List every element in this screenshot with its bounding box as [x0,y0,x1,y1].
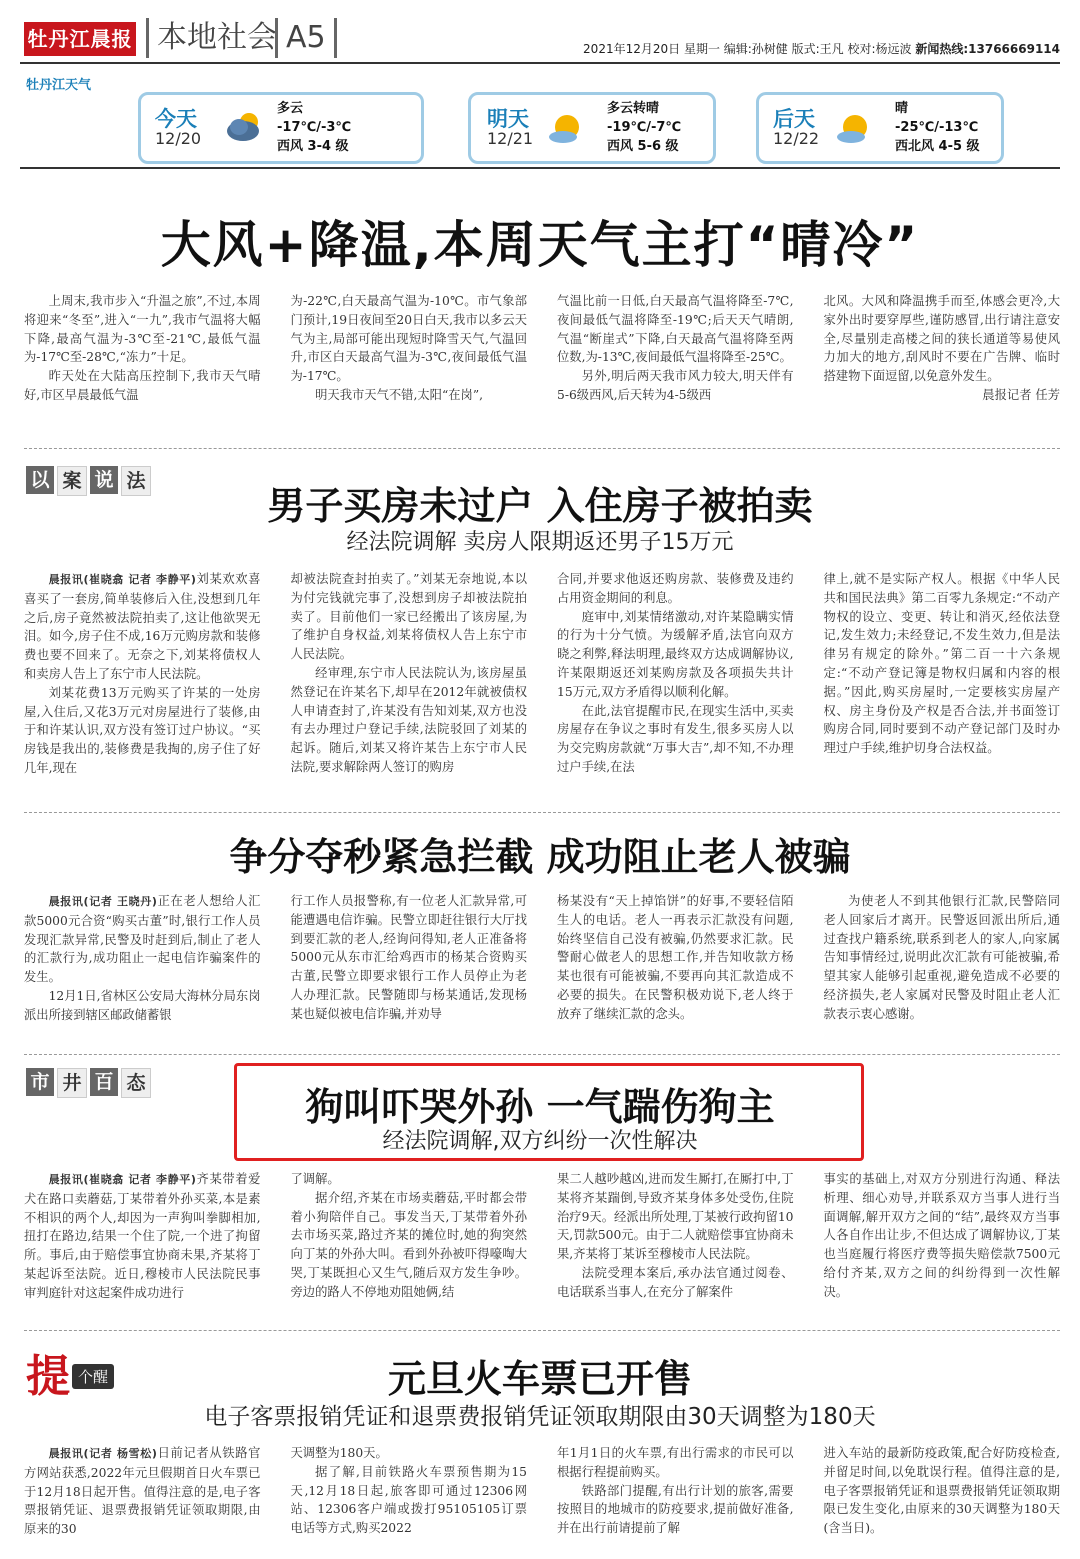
section-divider [24,812,1060,813]
weather-day: 今天 [155,107,197,131]
paragraph: 为-22℃,白天最高气温为-10℃。市气象部门预计,19日夜间至20日白天,我市以多云天气为主,局部可能出现短时降雪天气,气温回升,市区白天最高气温为-3℃,夜间最低气温为-17℃。 [290,294,527,384]
article-column [557,570,794,798]
paragraph: 年1月1日的火车票,有出行需求的市民可以根据行程提前购买。 [557,1446,794,1479]
paragraph: 北风。大风和降温携手而至,体感会更冷,大家外出时要穿厚些,谨防感冒,出行请注意安全,尽量别走高楼之间的狭长通道等易使风力加大的地方,刮风时不要在广告牌、临时搭建物下面逗留,以免意外发生。 [823,294,1060,384]
paragraph: 了调解。 [290,1172,340,1186]
paragraph: 刘某欢欢喜喜买了一套房,简单装修后入住,没想到几年之后,房子竟然被法院拍卖了,这让他欲哭无泪。如今,房子住不成,16万元购房款和装修费也要不回来了。无奈之下,刘某将债权人和卖房人告上了东宁市人民法院。 [24,572,261,681]
paragraph: 据介绍,齐某在市场卖蘑菇,平时都会带着小狗陪伴自己。事发当天,丁某带着外孙去市场买菜,路过齐某的摊位时,她的狗突然向丁某的外孙大叫。看到外孙被吓得嚎啕大哭,丁某既担心又生气,随后双方发生争吵。旁边的路人不停地劝阻她俩,结 [290,1190,527,1299]
weather-wind: 西风 3-4 级 [277,139,349,154]
issue-info [520,40,1060,57]
headline-weather: 大风+降温,本周天气主打“晴冷” [160,216,920,274]
weather-details [895,99,980,156]
weather-condition: 晴 [895,101,909,116]
article-column [824,1170,1061,1320]
paragraph: 为使老人不到其他银行汇款,民警陪同老人回家后才离开。民警返回派出所后,通过查找户籍系统,联系到老人的家人,向家属告知事情经过,说明此次汇款有可能被骗,希望其家人能够引起重视,避免造成不必要的经济损失,老人家属对民警及时阻止老人汇款表示衷心感谢。 [823,894,1060,1021]
article-column [824,892,1061,1044]
section-divider [24,1330,1060,1331]
paragraph: 果二人越吵越凶,进而发生厮打,在厮打中,丁某将齐某踹倒,导致齐某身体多处受伤,住院治疗9天。经派出所处理,丁某被行政拘留10天,罚款500元。由于二人就赔偿事宜协商未果,齐某将丁某诉至穆棱市人民法院。 [557,1172,794,1262]
paragraph: 天调整为180天。 [290,1446,388,1460]
paragraph: 12月1日,省林区公安局大海林分局东岗派出所接到辖区邮政储蓄银 [24,988,261,1022]
sun-icon [545,109,585,145]
paragraph: 合同,并要求他返还购房款、装修费及违约占用资金期间的利息。 [557,572,794,605]
paragraph: 气温比前一日低,白天最高气温将降至-7℃,夜间最低气温将降至-19℃;后天天气晴朗,气温“断崖式”下降,白天最高气温将降至两位数,为-13℃,夜间最低气温将降至-25℃。 [557,294,794,365]
paragraph: 正在老人想给人汇款5000元合资“购买古董”时,银行工作人员发现汇款异常,民警及时赶到后,制止了老人的汇款行为,成功阻止一起电信诈骗案件的发生。 [24,894,261,985]
masthead-rule [20,62,1060,64]
paragraph: 另外,明后两天我市风力较大,明天伴有5-6级西风,后天转为4-5级西 [557,369,794,402]
subhead-house-auction: 经法院调解 卖房人限期返还男子15万元 [346,530,734,555]
cloud-icon [225,109,265,145]
issue-date-editors: 2021年12月20日 星期一 编辑:孙树健 版式:王凡 校对:杨远波 [583,42,912,56]
article-column [24,1170,261,1320]
article-column [824,1444,1061,1544]
section-divider [24,1054,1060,1055]
article-column [824,570,1061,798]
paragraph: 刘某花费13万元购买了许某的一处房屋,入住后,又花3万元对房屋进行了装修,由于和许某认识,双方没有签订过户协议。“买房钱是我出的,装修费是我掏的,房子住了好几年,现在 [24,685,261,775]
article-column [557,892,794,1044]
article-column [557,1170,794,1320]
news-hotline: 新闻热线:13766669114 [915,42,1060,56]
dateline: 晨报讯(崔晓翕 记者 李静平) [48,1173,196,1186]
paragraph: 法院受理本案后,承办法官通过阅卷、电话联系当事人,在充分了解案件 [557,1265,794,1299]
tag-char: 市 [26,1068,54,1096]
tag-char: 案 [57,466,87,496]
article-column [557,292,794,428]
article-house-body [24,570,1060,798]
paragraph: 杨某没有“天上掉馅饼”的好事,不要轻信陌生人的电话。老人一再表示汇款没有问题,始终坚信自己没有被骗,仍然要求汇款。民警耐心做老人的思想工作,并告知收款方杨某也很有可能被骗,不要再向其汇款造成不必要的损失。在民警积极劝说下,老人终于放弃了继续汇款的念头。 [557,894,794,1021]
article-column [24,570,261,798]
weather-wind: 西北风 4-5 级 [895,139,980,154]
tip-tag-char: 提 [26,1351,70,1402]
article-column [291,1170,528,1320]
weather-wind: 西风 5-6 级 [607,139,679,154]
article-column [291,570,528,798]
paragraph: 庭审中,刘某情绪激动,对许某隐瞒实情的行为十分气愤。为缓解矛盾,法官向双方晓之利弊,释法明理,最终双方达成调解协议,许某限期返还刘某购房款及各项损失共计15万元,双方矛盾得以顺利化解。 [557,609,794,699]
paragraph: 却被法院查封拍卖了。”刘某无奈地说,本以为付完钱就完事了,没想到房子却被法院拍卖了。目前他们一家已经搬出了该房屋,为了维护自身权益,刘某将债权人告上东宁市人民法院。 [290,572,527,662]
article-column [557,1444,794,1544]
byline: 晨报记者 任芳 [982,387,1060,402]
weather-date: 12/20 [155,129,202,148]
tag-char: 态 [121,1068,151,1098]
sun-icon [833,109,873,145]
paragraph: 在此,法官提醒市民,在现实生活中,买卖房屋存在争议之事时有发生,很多买房人以为交完购房款就“万事大吉”,却不知,不办理过户手续,在法 [557,703,794,774]
article-column [24,1444,261,1544]
headline-house-auction: 男子买房未过户 入住房子被拍卖 [267,484,813,528]
article-column [824,292,1061,428]
article-column [291,1444,528,1544]
paragraph: 齐某带着爱犬在路口卖蘑菇,丁某带着外孙买菜,本是素不相识的两个人,却因为一声狗叫拳脚相加,扭打在路边,结果一个住了院,一个进了拘留所。事后,由于赔偿事宜协商未果,齐某将丁某起诉至法院。近日,穆棱市人民法院民事审判庭针对这起案件成功进行 [24,1172,261,1300]
paragraph: 律上,就不是实际产权人。根据《中华人民共和国民法典》第二百零九条规定:“不动产物权的设立、变更、转让和消灭,经依法登记,发生效力;未经登记,不发生效力,但是法律另有规定的除外。”第二百一十六条规定:“不动产登记簿是物权归属和内容的根据。”因此,购买房屋时,一定要核实房屋产权、房主身份及产权是否合法,并书面签订购房合同,同时要到不动产登记部门及时办理过户手续,维护切身合法权益。 [823,572,1060,756]
article-dog-body [24,1170,1060,1320]
paragraph: 上周末,我市步入“升温之旅”,不过,本周将迎来“冬至”,进入“一九”,我市气温将大幅下降,最高气温为-3℃至-21℃,最低气温为-17℃至-28℃,“冻力”十足。 [24,294,261,365]
weather-condition: 多云转晴 [607,101,660,116]
tag-char: 法 [121,466,151,496]
article-column [24,892,261,1044]
weather-temp: -17℃/-3℃ [277,120,352,135]
tag-char: 百 [90,1068,118,1096]
weather-card-today [138,92,424,164]
weather-date: 12/22 [773,129,820,148]
weather-condition: 多云 [277,101,304,116]
headline-dog-dispute: 狗叫吓哭外孙 一气踹伤狗主 [305,1085,775,1129]
article-column [291,892,528,1044]
subhead-train-tickets: 电子客票报销凭证和退票费报销凭证领取期限由30天调整为180天 [204,1404,876,1430]
newspaper-logo: 牡丹江晨报 [24,22,136,56]
paragraph: 日前记者从铁路官方网站获悉,2022年元旦假期首日火车票已于12月18日起开售。值得注意的是,电子客票报销凭证、退票费报销凭证领取期限,由原来的30 [24,1446,261,1537]
subhead-dog-dispute: 经法院调解,双方纠纷一次性解决 [382,1129,698,1154]
article-column [291,292,528,428]
weather-card-after-tomorrow [756,92,1004,164]
weather-day: 后天 [773,107,815,131]
weather-temp: -19℃/-7℃ [607,120,682,135]
weather-label: 牡丹江天气 [26,78,92,93]
weather-day: 明天 [487,107,529,131]
section-divider [24,448,1060,449]
weather-date: 12/21 [487,129,534,148]
dateline: 晨报讯(记者 王晓丹) [48,895,157,908]
article-weather-body [24,292,1060,428]
page-number: A5 [275,18,337,58]
tag-char: 以 [26,466,54,494]
article-train-body [24,1444,1060,1544]
tip-tag-label: 个醒 [72,1364,114,1389]
paragraph: 铁路部门提醒,有出行计划的旅客,需要按照目的地城市的防疫要求,提前做好准备,并在出行前请提前了解 [557,1483,794,1536]
paragraph: 进入车站的最新防疫政策,配合好防疫检查,并留足时间,以免耽误行程。值得注意的是,电子客票报销凭证和退票费报销凭证领取期限已发生变化,由原来的30天调整为180天(含当日)。 [823,1446,1060,1536]
dateline: 晨报讯(崔晓翕 记者 李静平) [48,573,196,586]
paragraph: 事实的基础上,对双方分别进行沟通、释法析理、细心劝导,并联系双方当事人进行当面调解,解开双方之间的“结”,最终双方当事人各自作出让步,不但达成了调解协议,丁某也当庭履行将医疗费等损失赔偿款7500元给付齐某,双方之间的纠纷得到一次性解决。 [823,1172,1060,1299]
paragraph: 经审理,东宁市人民法院认为,该房屋虽然登记在许某名下,却早在2012年就被债权人申请查封了,许某没有告知刘某,双方也没有去办理过户登记手续,法院驳回了刘某的起诉。随后,刘某又将许某告上东宁市人民法院,要求解除两人签订的购房 [290,665,527,774]
paragraph: 据了解,目前铁路火车票预售期为15天,12月18日起,旅客即可通过12306网站、12306客户端或拨打95105105订票电话等方式,购买2022 [290,1464,527,1536]
article-column [24,292,261,428]
weather-temp: -25℃/-13℃ [895,120,979,135]
paragraph: 明天我市天气不错,太阳“在岗”, [315,387,484,402]
paragraph: 行工作人员报警称,有一位老人汇款异常,可能遭遇电信诈骗。民警立即赶往银行大厅找到要汇款的老人,经询问得知,老人正准备将5000元从东市汇给鸡西市的杨某合资购买古董,民警立即要求银行工作人员停止为老人办理汇款。民警随即与杨某通话,发现杨某也疑似被电信诈骗,并劝导 [290,894,527,1021]
tag-char: 井 [57,1068,87,1098]
weather-rule [20,167,1060,169]
paragraph: 昨天处在大陆高压控制下,我市天气晴好,市区早晨最低气温 [24,369,261,402]
headline-fraud-stop: 争分夺秒紧急拦截 成功阻止老人被骗 [229,835,851,879]
weather-details [277,99,351,156]
weather-card-tomorrow [468,92,716,164]
headline-train-tickets: 元旦火车票已开售 [387,1357,692,1401]
dateline: 晨报讯(记者 杨雪松) [48,1447,157,1460]
tag-char: 说 [90,466,118,494]
weather-details [607,99,681,156]
section-name: 本地社会 [146,18,277,58]
article-fraud-body [24,892,1060,1044]
